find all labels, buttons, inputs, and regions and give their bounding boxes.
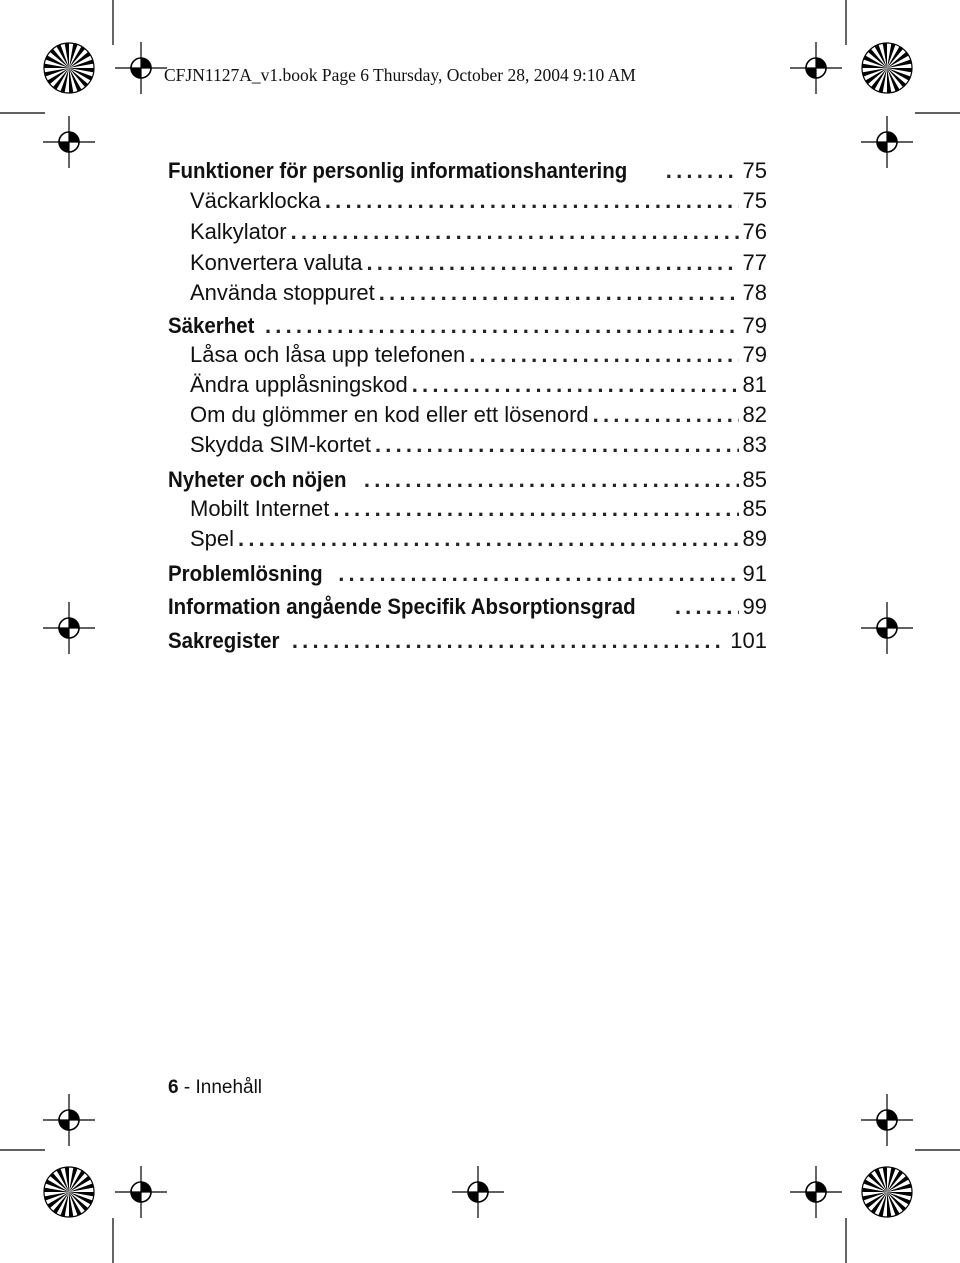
toc-entry-page: 85 — [742, 496, 767, 521]
toc-dot-leader — [333, 495, 738, 523]
toc-entry[interactable] — [190, 187, 767, 215]
toc-dot-leader — [379, 279, 739, 307]
star-target-icon — [862, 1167, 912, 1217]
toc-entry[interactable] — [190, 401, 767, 429]
toc-entry-title: Spel — [190, 526, 235, 551]
page-footer — [168, 1077, 262, 1099]
footer-section: Innehåll — [195, 1077, 263, 1098]
toc-entry-page: 77 — [742, 250, 767, 275]
toc-dot-leader — [469, 341, 738, 369]
toc-entry[interactable] — [190, 431, 767, 459]
toc-entry[interactable] — [190, 218, 767, 246]
toc-dot-leader — [292, 627, 726, 655]
toc-dot-leader — [364, 466, 739, 494]
toc-entry-title: Om du glömmer en kod eller ett lösenord — [190, 402, 589, 427]
toc-entry-page: 75 — [742, 158, 767, 183]
toc-entry-page: 89 — [742, 526, 767, 551]
toc-entry-page: 83 — [742, 432, 767, 457]
toc-dot-leader — [675, 593, 739, 621]
toc-dot-leader — [412, 371, 739, 399]
registration-mark-icon — [861, 1094, 913, 1146]
toc-entry-page: 76 — [742, 219, 767, 244]
toc-dot-leader — [366, 249, 738, 277]
toc-entry[interactable] — [168, 593, 767, 621]
toc-entry-title: Kalkylator — [190, 219, 287, 244]
toc-entry-page: 82 — [742, 402, 767, 427]
toc-entry[interactable] — [190, 249, 767, 277]
toc-entry[interactable] — [168, 560, 767, 588]
toc-entry-page: 75 — [742, 188, 767, 213]
registration-mark-icon — [43, 1094, 95, 1146]
toc-dot-leader — [375, 431, 739, 459]
toc-entry-page: 85 — [742, 467, 767, 492]
toc-dot-leader — [593, 401, 739, 429]
registration-mark-icon — [452, 1166, 504, 1218]
toc-entry[interactable] — [190, 371, 767, 399]
toc-entry-title: Låsa och låsa upp telefonen — [190, 342, 466, 367]
toc-entry[interactable] — [168, 466, 767, 494]
toc-entry-title: Använda stoppuret — [190, 280, 375, 305]
toc-entry-title: Funktioner för personlig informationshantering — [168, 158, 628, 183]
star-target-icon — [44, 1167, 94, 1217]
toc-dot-leader — [338, 560, 738, 588]
footer-separator: - — [178, 1077, 196, 1098]
toc-entry[interactable] — [190, 495, 767, 523]
registration-mark-icon — [790, 1166, 842, 1218]
toc-entry[interactable] — [190, 525, 767, 553]
toc-dot-leader — [291, 218, 739, 246]
toc-dot-leader — [666, 157, 739, 185]
toc-entry-title: Nyheter och nöjen — [168, 467, 347, 492]
toc-entry-page: 99 — [742, 594, 767, 619]
toc-entry[interactable] — [168, 312, 767, 340]
toc-entry[interactable] — [168, 157, 767, 185]
toc-entry-title: Väckarklocka — [190, 188, 321, 213]
page-number: 6 — [168, 1077, 179, 1098]
toc-entry-title: Konvertera valuta — [190, 250, 363, 275]
toc-entry-page: 91 — [742, 561, 767, 586]
toc-entry-title: Mobilt Internet — [190, 496, 330, 521]
toc-entry-title: Skydda SIM-kortet — [190, 432, 371, 457]
toc-entry-page: 101 — [730, 628, 767, 653]
toc-entry-title: Problemlösning — [168, 561, 323, 586]
toc-entry-page: 78 — [742, 280, 767, 305]
toc-entry-title: Säkerhet — [168, 313, 255, 338]
registration-mark-icon — [115, 1166, 167, 1218]
toc-entry-page: 79 — [742, 313, 767, 338]
toc-entry-title: Ändra upplåsningskod — [190, 372, 408, 397]
toc-entry-page: 81 — [742, 372, 767, 397]
toc-entry-page: 79 — [742, 342, 767, 367]
print-slug: CFJN1127A_v1.book Page 6 Thursday, October 28, 2004 9:10 AM — [164, 65, 636, 85]
toc-dot-leader — [238, 525, 738, 553]
toc-dot-leader — [325, 187, 739, 215]
toc-entry-title: Sakregister — [168, 628, 280, 653]
toc-dot-leader — [265, 312, 739, 340]
toc-entry-title: Information angående Specifik Absorptionsgrad — [168, 594, 636, 619]
toc-entry[interactable] — [168, 627, 767, 655]
toc-entry[interactable] — [190, 279, 767, 307]
toc-entry[interactable] — [190, 341, 767, 369]
